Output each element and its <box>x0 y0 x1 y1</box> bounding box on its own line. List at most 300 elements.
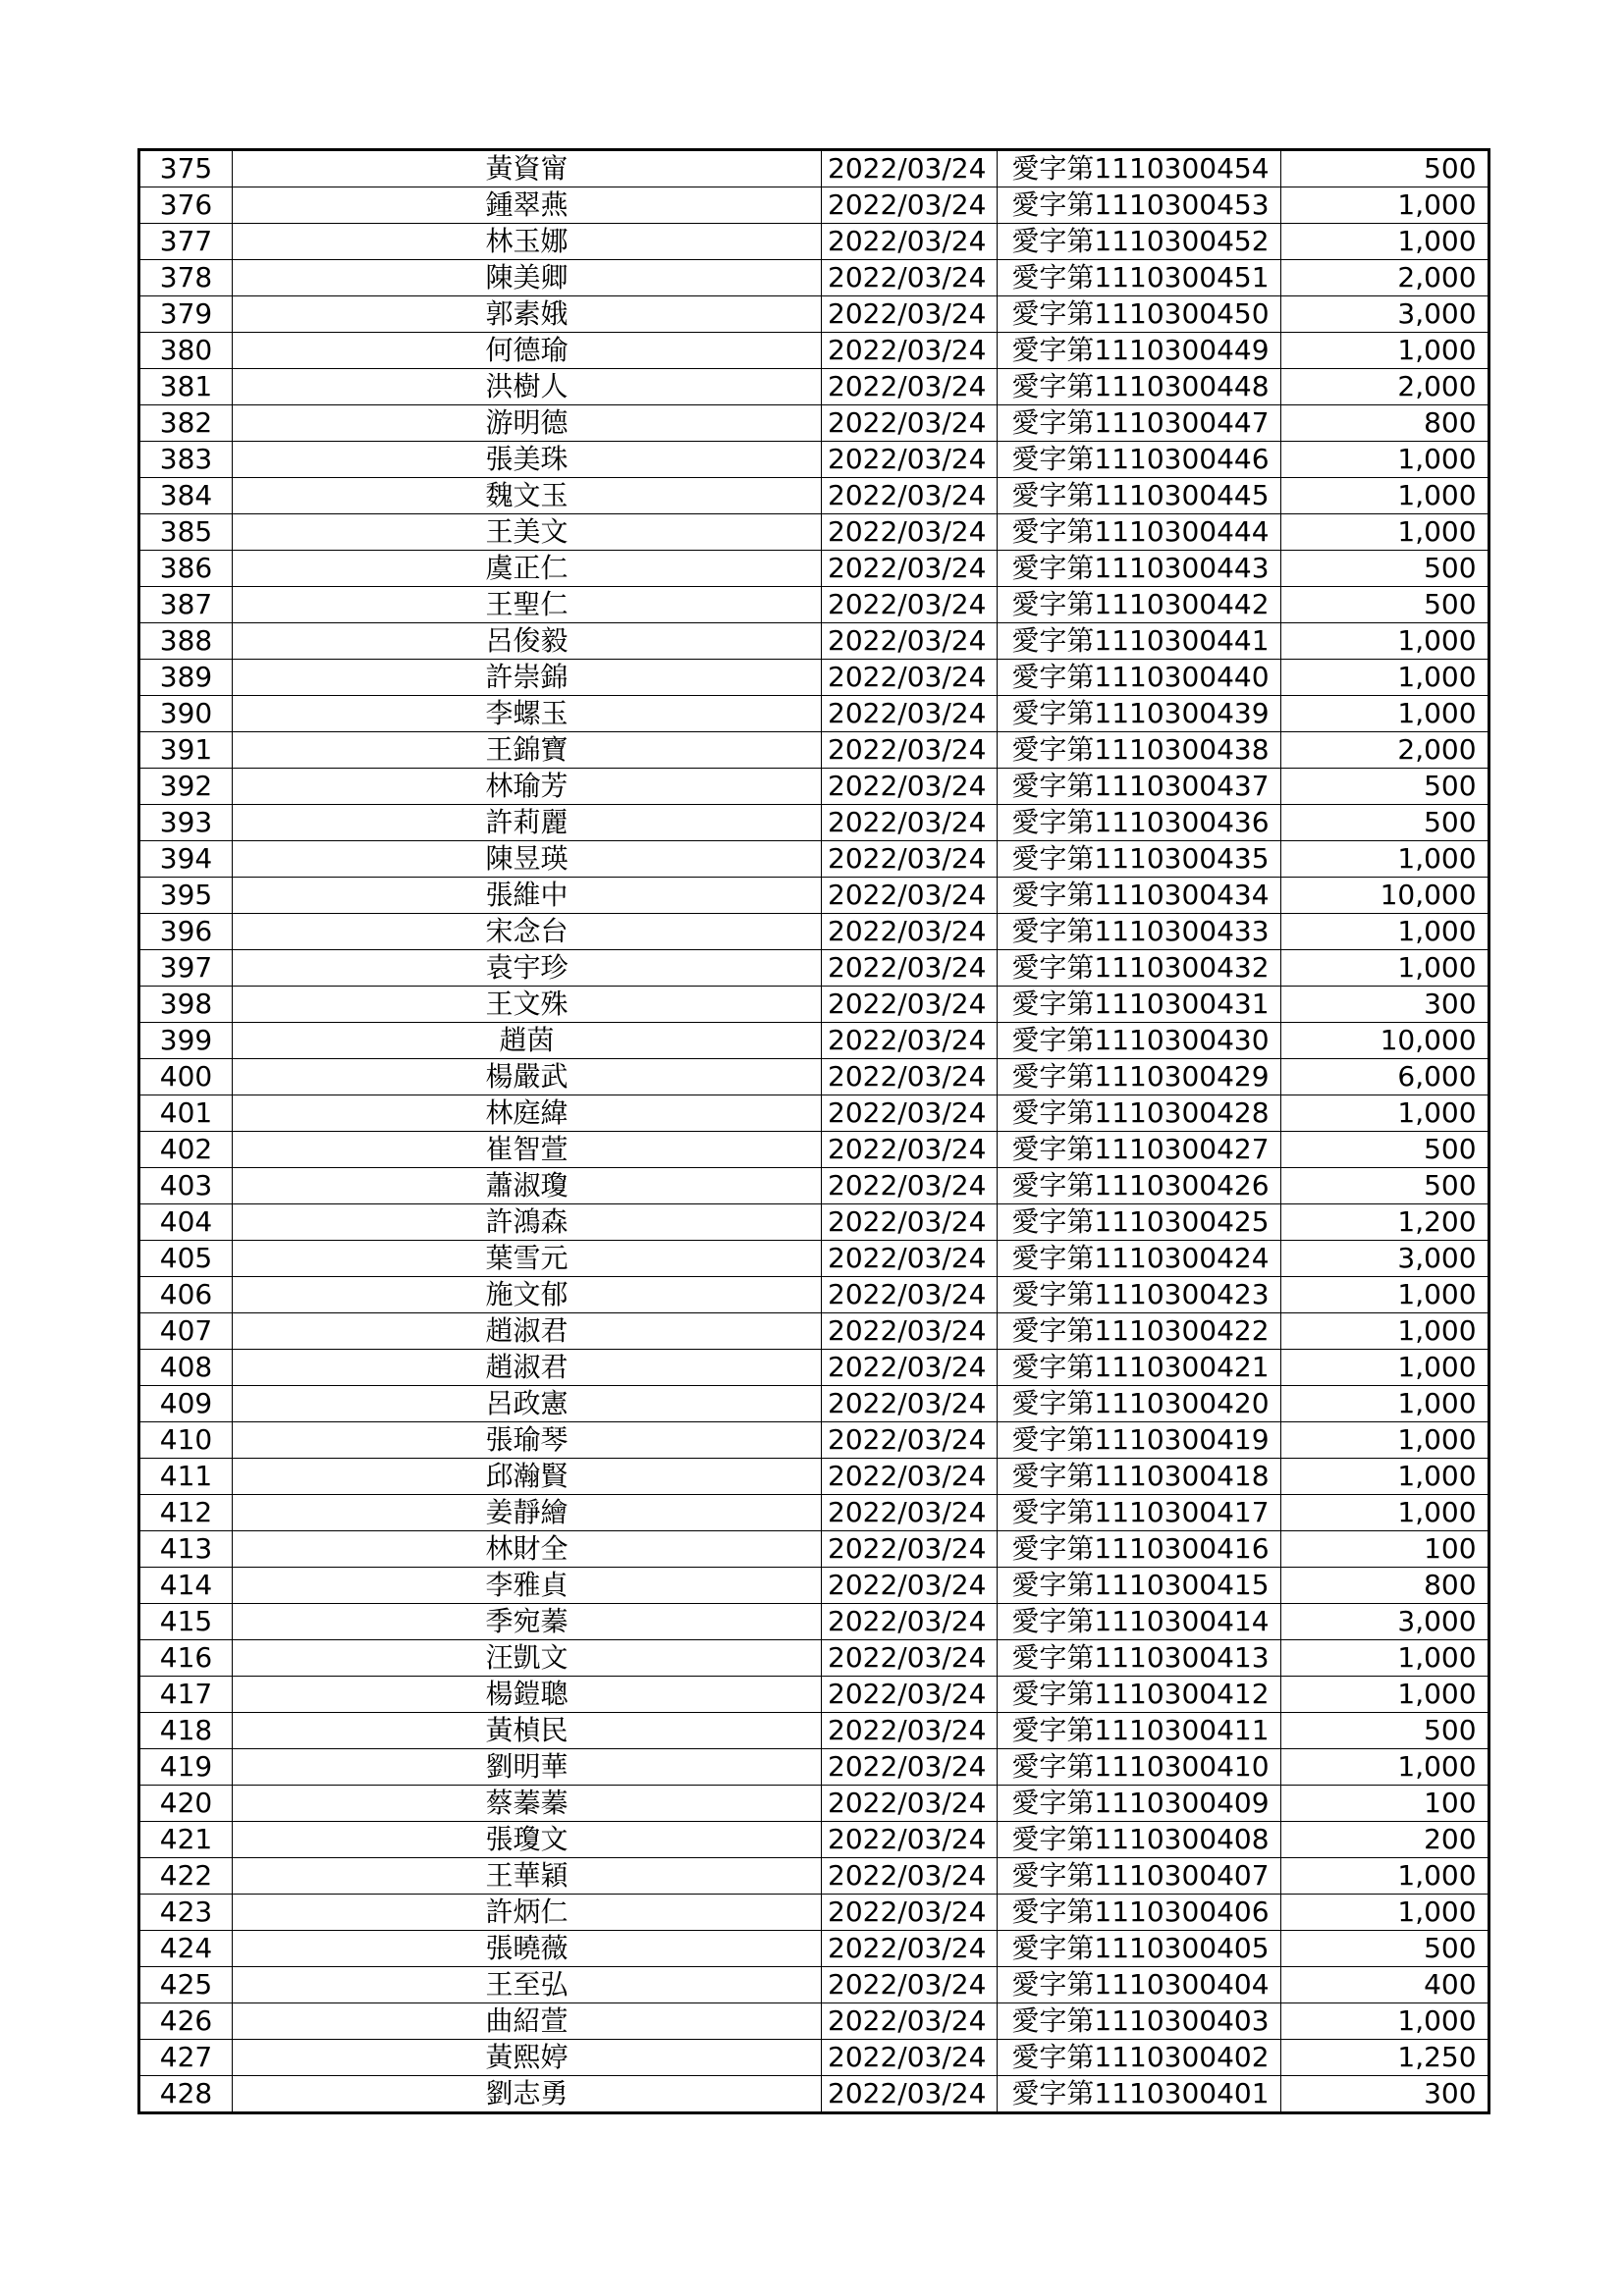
amount-cell: 400 <box>1280 1967 1489 2003</box>
amount-cell: 1,000 <box>1280 1386 1489 1422</box>
donor-name-cell: 郭素娥 <box>233 296 822 333</box>
amount-cell: 6,000 <box>1280 1059 1489 1095</box>
row-number-cell: 411 <box>139 1459 233 1495</box>
donation-date-cell: 2022/03/24 <box>822 769 998 805</box>
table-row <box>139 841 1489 878</box>
receipt-number-cell: 愛字第1110300438 <box>998 732 1280 769</box>
table-row <box>139 1749 1489 1786</box>
donor-name-cell: 林玉娜 <box>233 224 822 260</box>
donor-name-cell: 黃資甯 <box>233 150 822 187</box>
donation-date-cell: 2022/03/24 <box>822 1604 998 1640</box>
receipt-number-cell: 愛字第1110300451 <box>998 260 1280 296</box>
receipt-number-cell: 愛字第1110300439 <box>998 696 1280 732</box>
donation-date-cell: 2022/03/24 <box>822 333 998 369</box>
row-number-cell: 415 <box>139 1604 233 1640</box>
donor-name-cell: 魏文玉 <box>233 478 822 514</box>
amount-cell: 1,000 <box>1280 1858 1489 1895</box>
row-number-cell: 377 <box>139 224 233 260</box>
table-row <box>139 1204 1489 1241</box>
row-number-cell: 403 <box>139 1168 233 1204</box>
row-number-cell: 394 <box>139 841 233 878</box>
table-row <box>139 1459 1489 1495</box>
donation-date-cell: 2022/03/24 <box>822 150 998 187</box>
receipt-number-cell: 愛字第1110300437 <box>998 769 1280 805</box>
donation-date-cell: 2022/03/24 <box>822 1059 998 1095</box>
table-row <box>139 1713 1489 1749</box>
donation-date-cell: 2022/03/24 <box>822 1422 998 1459</box>
row-number-cell: 413 <box>139 1531 233 1568</box>
donation-date-cell: 2022/03/24 <box>822 1095 998 1132</box>
donor-name-cell: 洪樹人 <box>233 369 822 405</box>
donor-name-cell: 趙淑君 <box>233 1350 822 1386</box>
amount-cell: 500 <box>1280 805 1489 841</box>
amount-cell: 800 <box>1280 405 1489 442</box>
table-row <box>139 1350 1489 1386</box>
row-number-cell: 406 <box>139 1277 233 1313</box>
table-row <box>139 442 1489 478</box>
donation-date-cell: 2022/03/24 <box>822 2003 998 2040</box>
donor-name-cell: 張美珠 <box>233 442 822 478</box>
receipt-number-cell: 愛字第1110300417 <box>998 1495 1280 1531</box>
donor-name-cell: 王至弘 <box>233 1967 822 2003</box>
donation-date-cell: 2022/03/24 <box>822 1677 998 1713</box>
table-row <box>139 551 1489 587</box>
table-row <box>139 1241 1489 1277</box>
receipt-number-cell: 愛字第1110300413 <box>998 1640 1280 1677</box>
donation-date-cell: 2022/03/24 <box>822 1713 998 1749</box>
receipt-number-cell: 愛字第1110300414 <box>998 1604 1280 1640</box>
amount-cell: 1,000 <box>1280 442 1489 478</box>
row-number-cell: 426 <box>139 2003 233 2040</box>
row-number-cell: 386 <box>139 551 233 587</box>
donation-date-cell: 2022/03/24 <box>822 478 998 514</box>
row-number-cell: 400 <box>139 1059 233 1095</box>
row-number-cell: 404 <box>139 1204 233 1241</box>
table-row <box>139 296 1489 333</box>
row-number-cell: 417 <box>139 1677 233 1713</box>
receipt-number-cell: 愛字第1110300448 <box>998 369 1280 405</box>
table-row <box>139 514 1489 551</box>
receipt-number-cell: 愛字第1110300426 <box>998 1168 1280 1204</box>
receipt-number-cell: 愛字第1110300431 <box>998 987 1280 1023</box>
donor-name-cell: 李螺玉 <box>233 696 822 732</box>
donation-date-cell: 2022/03/24 <box>822 187 998 224</box>
donation-table-body <box>139 150 1489 2113</box>
row-number-cell: 425 <box>139 1967 233 2003</box>
table-row <box>139 914 1489 950</box>
table-row <box>139 2003 1489 2040</box>
receipt-number-cell: 愛字第1110300432 <box>998 950 1280 987</box>
donation-date-cell: 2022/03/24 <box>822 1277 998 1313</box>
donation-date-cell: 2022/03/24 <box>822 1495 998 1531</box>
receipt-number-cell: 愛字第1110300428 <box>998 1095 1280 1132</box>
donation-date-cell: 2022/03/24 <box>822 805 998 841</box>
amount-cell: 1,000 <box>1280 914 1489 950</box>
table-row <box>139 224 1489 260</box>
amount-cell: 100 <box>1280 1786 1489 1822</box>
receipt-number-cell: 愛字第1110300409 <box>998 1786 1280 1822</box>
table-row <box>139 732 1489 769</box>
table-row <box>139 1858 1489 1895</box>
donation-date-cell: 2022/03/24 <box>822 1822 998 1858</box>
table-row <box>139 1531 1489 1568</box>
amount-cell: 3,000 <box>1280 1604 1489 1640</box>
receipt-number-cell: 愛字第1110300446 <box>998 442 1280 478</box>
receipt-number-cell: 愛字第1110300424 <box>998 1241 1280 1277</box>
table-row <box>139 769 1489 805</box>
donor-name-cell: 王美文 <box>233 514 822 551</box>
table-row <box>139 369 1489 405</box>
receipt-number-cell: 愛字第1110300404 <box>998 1967 1280 2003</box>
donation-date-cell: 2022/03/24 <box>822 1132 998 1168</box>
donor-name-cell: 鍾翠燕 <box>233 187 822 224</box>
receipt-number-cell: 愛字第1110300422 <box>998 1313 1280 1350</box>
amount-cell: 1,000 <box>1280 1459 1489 1495</box>
row-number-cell: 375 <box>139 150 233 187</box>
donor-name-cell: 何德瑜 <box>233 333 822 369</box>
amount-cell: 500 <box>1280 769 1489 805</box>
row-number-cell: 405 <box>139 1241 233 1277</box>
receipt-number-cell: 愛字第1110300410 <box>998 1749 1280 1786</box>
amount-cell: 1,000 <box>1280 478 1489 514</box>
row-number-cell: 401 <box>139 1095 233 1132</box>
row-number-cell: 384 <box>139 478 233 514</box>
donation-date-cell: 2022/03/24 <box>822 1531 998 1568</box>
amount-cell: 1,000 <box>1280 514 1489 551</box>
donation-date-cell: 2022/03/24 <box>822 1168 998 1204</box>
donor-name-cell: 張維中 <box>233 878 822 914</box>
receipt-number-cell: 愛字第1110300408 <box>998 1822 1280 1858</box>
receipt-number-cell: 愛字第1110300411 <box>998 1713 1280 1749</box>
receipt-number-cell: 愛字第1110300423 <box>998 1277 1280 1313</box>
row-number-cell: 408 <box>139 1350 233 1386</box>
donation-date-cell: 2022/03/24 <box>822 987 998 1023</box>
row-number-cell: 419 <box>139 1749 233 1786</box>
amount-cell: 2,000 <box>1280 369 1489 405</box>
donor-name-cell: 汪凱文 <box>233 1640 822 1677</box>
donation-date-cell: 2022/03/24 <box>822 296 998 333</box>
table-row <box>139 987 1489 1023</box>
table-row <box>139 660 1489 696</box>
donation-date-cell: 2022/03/24 <box>822 260 998 296</box>
receipt-number-cell: 愛字第1110300436 <box>998 805 1280 841</box>
donation-date-cell: 2022/03/24 <box>822 950 998 987</box>
donation-date-cell: 2022/03/24 <box>822 224 998 260</box>
amount-cell: 1,000 <box>1280 2003 1489 2040</box>
row-number-cell: 409 <box>139 1386 233 1422</box>
donation-table <box>137 148 1490 2114</box>
donation-date-cell: 2022/03/24 <box>822 369 998 405</box>
table-row <box>139 150 1489 187</box>
amount-cell: 1,000 <box>1280 841 1489 878</box>
amount-cell: 1,000 <box>1280 1277 1489 1313</box>
donor-name-cell: 黃熙婷 <box>233 2040 822 2076</box>
donation-date-cell: 2022/03/24 <box>822 696 998 732</box>
receipt-number-cell: 愛字第1110300452 <box>998 224 1280 260</box>
table-row <box>139 1604 1489 1640</box>
row-number-cell: 388 <box>139 623 233 660</box>
donor-name-cell: 虞正仁 <box>233 551 822 587</box>
donation-date-cell: 2022/03/24 <box>822 623 998 660</box>
amount-cell: 1,000 <box>1280 623 1489 660</box>
row-number-cell: 412 <box>139 1495 233 1531</box>
receipt-number-cell: 愛字第1110300445 <box>998 478 1280 514</box>
row-number-cell: 380 <box>139 333 233 369</box>
receipt-number-cell: 愛字第1110300440 <box>998 660 1280 696</box>
amount-cell: 1,000 <box>1280 1495 1489 1531</box>
amount-cell: 1,000 <box>1280 1350 1489 1386</box>
donor-name-cell: 宋念台 <box>233 914 822 950</box>
row-number-cell: 398 <box>139 987 233 1023</box>
donation-date-cell: 2022/03/24 <box>822 1313 998 1350</box>
donation-date-cell: 2022/03/24 <box>822 514 998 551</box>
row-number-cell: 410 <box>139 1422 233 1459</box>
row-number-cell: 378 <box>139 260 233 296</box>
donor-name-cell: 許莉麗 <box>233 805 822 841</box>
row-number-cell: 379 <box>139 296 233 333</box>
table-row <box>139 2076 1489 2113</box>
row-number-cell: 420 <box>139 1786 233 1822</box>
donation-date-cell: 2022/03/24 <box>822 2076 998 2113</box>
row-number-cell: 383 <box>139 442 233 478</box>
amount-cell: 2,000 <box>1280 732 1489 769</box>
row-number-cell: 423 <box>139 1895 233 1931</box>
row-number-cell: 422 <box>139 1858 233 1895</box>
receipt-number-cell: 愛字第1110300421 <box>998 1350 1280 1386</box>
receipt-number-cell: 愛字第1110300429 <box>998 1059 1280 1095</box>
receipt-number-cell: 愛字第1110300434 <box>998 878 1280 914</box>
receipt-number-cell: 愛字第1110300415 <box>998 1568 1280 1604</box>
donor-name-cell: 張瓊文 <box>233 1822 822 1858</box>
amount-cell: 100 <box>1280 1531 1489 1568</box>
amount-cell: 1,000 <box>1280 696 1489 732</box>
amount-cell: 1,000 <box>1280 187 1489 224</box>
amount-cell: 2,000 <box>1280 260 1489 296</box>
row-number-cell: 390 <box>139 696 233 732</box>
receipt-number-cell: 愛字第1110300430 <box>998 1023 1280 1059</box>
donation-date-cell: 2022/03/24 <box>822 1241 998 1277</box>
donor-name-cell: 楊嚴武 <box>233 1059 822 1095</box>
row-number-cell: 395 <box>139 878 233 914</box>
row-number-cell: 424 <box>139 1931 233 1967</box>
donor-name-cell: 崔智萱 <box>233 1132 822 1168</box>
row-number-cell: 407 <box>139 1313 233 1350</box>
table-row <box>139 1895 1489 1931</box>
receipt-number-cell: 愛字第1110300405 <box>998 1931 1280 1967</box>
amount-cell: 500 <box>1280 1132 1489 1168</box>
receipt-number-cell: 愛字第1110300454 <box>998 150 1280 187</box>
donation-date-cell: 2022/03/24 <box>822 2040 998 2076</box>
receipt-number-cell: 愛字第1110300441 <box>998 623 1280 660</box>
donor-name-cell: 施文郁 <box>233 1277 822 1313</box>
donor-name-cell: 林瑜芳 <box>233 769 822 805</box>
donor-name-cell: 許炳仁 <box>233 1895 822 1931</box>
donation-date-cell: 2022/03/24 <box>822 1386 998 1422</box>
table-row <box>139 1386 1489 1422</box>
donor-name-cell: 呂俊毅 <box>233 623 822 660</box>
row-number-cell: 402 <box>139 1132 233 1168</box>
receipt-number-cell: 愛字第1110300450 <box>998 296 1280 333</box>
donation-date-cell: 2022/03/24 <box>822 1568 998 1604</box>
donation-date-cell: 2022/03/24 <box>822 878 998 914</box>
donor-name-cell: 張瑜琴 <box>233 1422 822 1459</box>
table-row <box>139 1677 1489 1713</box>
amount-cell: 1,000 <box>1280 1313 1489 1350</box>
row-number-cell: 428 <box>139 2076 233 2113</box>
row-number-cell: 381 <box>139 369 233 405</box>
amount-cell: 500 <box>1280 587 1489 623</box>
table-row <box>139 405 1489 442</box>
receipt-number-cell: 愛字第1110300420 <box>998 1386 1280 1422</box>
table-row <box>139 333 1489 369</box>
table-row <box>139 623 1489 660</box>
receipt-number-cell: 愛字第1110300447 <box>998 405 1280 442</box>
donation-date-cell: 2022/03/24 <box>822 1895 998 1931</box>
receipt-number-cell: 愛字第1110300418 <box>998 1459 1280 1495</box>
donor-name-cell: 陳昱瑛 <box>233 841 822 878</box>
table-row <box>139 1568 1489 1604</box>
donation-date-cell: 2022/03/24 <box>822 1204 998 1241</box>
donor-name-cell: 游明德 <box>233 405 822 442</box>
table-row <box>139 1168 1489 1204</box>
amount-cell: 500 <box>1280 551 1489 587</box>
table-row <box>139 1967 1489 2003</box>
donor-name-cell: 蔡蓁蓁 <box>233 1786 822 1822</box>
donor-name-cell: 林財全 <box>233 1531 822 1568</box>
donation-date-cell: 2022/03/24 <box>822 1640 998 1677</box>
receipt-number-cell: 愛字第1110300442 <box>998 587 1280 623</box>
amount-cell: 800 <box>1280 1568 1489 1604</box>
table-row <box>139 696 1489 732</box>
table-row <box>139 878 1489 914</box>
donation-date-cell: 2022/03/24 <box>822 1967 998 2003</box>
receipt-number-cell: 愛字第1110300406 <box>998 1895 1280 1931</box>
donation-date-cell: 2022/03/24 <box>822 914 998 950</box>
receipt-number-cell: 愛字第1110300443 <box>998 551 1280 587</box>
table-row <box>139 805 1489 841</box>
donation-date-cell: 2022/03/24 <box>822 732 998 769</box>
donation-date-cell: 2022/03/24 <box>822 1786 998 1822</box>
receipt-number-cell: 愛字第1110300433 <box>998 914 1280 950</box>
amount-cell: 500 <box>1280 1713 1489 1749</box>
table-row <box>139 478 1489 514</box>
donor-name-cell: 蕭淑瓊 <box>233 1168 822 1204</box>
donor-name-cell: 楊鎧聰 <box>233 1677 822 1713</box>
table-row <box>139 1095 1489 1132</box>
amount-cell: 1,000 <box>1280 950 1489 987</box>
table-row <box>139 1786 1489 1822</box>
table-row <box>139 1277 1489 1313</box>
receipt-number-cell: 愛字第1110300449 <box>998 333 1280 369</box>
table-row <box>139 187 1489 224</box>
table-row <box>139 260 1489 296</box>
donor-name-cell: 姜靜繪 <box>233 1495 822 1531</box>
donor-name-cell: 葉雪元 <box>233 1241 822 1277</box>
amount-cell: 500 <box>1280 150 1489 187</box>
amount-cell: 1,250 <box>1280 2040 1489 2076</box>
table-row <box>139 1931 1489 1967</box>
donor-name-cell: 劉志勇 <box>233 2076 822 2113</box>
row-number-cell: 396 <box>139 914 233 950</box>
amount-cell: 1,000 <box>1280 1677 1489 1713</box>
donation-date-cell: 2022/03/24 <box>822 660 998 696</box>
table-row <box>139 1132 1489 1168</box>
row-number-cell: 382 <box>139 405 233 442</box>
row-number-cell: 393 <box>139 805 233 841</box>
table-row <box>139 950 1489 987</box>
receipt-number-cell: 愛字第1110300402 <box>998 2040 1280 2076</box>
donation-date-cell: 2022/03/24 <box>822 1023 998 1059</box>
amount-cell: 10,000 <box>1280 1023 1489 1059</box>
amount-cell: 1,000 <box>1280 333 1489 369</box>
row-number-cell: 427 <box>139 2040 233 2076</box>
donor-name-cell: 呂政憲 <box>233 1386 822 1422</box>
donation-date-cell: 2022/03/24 <box>822 1858 998 1895</box>
row-number-cell: 387 <box>139 587 233 623</box>
donor-name-cell: 王聖仁 <box>233 587 822 623</box>
row-number-cell: 385 <box>139 514 233 551</box>
amount-cell: 1,000 <box>1280 1895 1489 1931</box>
amount-cell: 1,000 <box>1280 1422 1489 1459</box>
donor-name-cell: 陳美卿 <box>233 260 822 296</box>
amount-cell: 3,000 <box>1280 1241 1489 1277</box>
donor-name-cell: 黃楨民 <box>233 1713 822 1749</box>
donor-name-cell: 趙茵 <box>233 1023 822 1059</box>
amount-cell: 1,200 <box>1280 1204 1489 1241</box>
donation-date-cell: 2022/03/24 <box>822 1459 998 1495</box>
donation-date-cell: 2022/03/24 <box>822 841 998 878</box>
donor-name-cell: 王華穎 <box>233 1858 822 1895</box>
amount-cell: 1,000 <box>1280 1749 1489 1786</box>
donor-name-cell: 林庭緯 <box>233 1095 822 1132</box>
row-number-cell: 391 <box>139 732 233 769</box>
row-number-cell: 421 <box>139 1822 233 1858</box>
receipt-number-cell: 愛字第1110300453 <box>998 187 1280 224</box>
donor-name-cell: 張曉薇 <box>233 1931 822 1967</box>
table-row <box>139 1313 1489 1350</box>
amount-cell: 1,000 <box>1280 660 1489 696</box>
donor-name-cell: 曲紹萱 <box>233 2003 822 2040</box>
donor-name-cell: 袁宇珍 <box>233 950 822 987</box>
donor-name-cell: 王文殊 <box>233 987 822 1023</box>
donation-date-cell: 2022/03/24 <box>822 1749 998 1786</box>
table-row <box>139 1059 1489 1095</box>
row-number-cell: 418 <box>139 1713 233 1749</box>
donation-date-cell: 2022/03/24 <box>822 551 998 587</box>
row-number-cell: 416 <box>139 1640 233 1677</box>
amount-cell: 1,000 <box>1280 224 1489 260</box>
receipt-number-cell: 愛字第1110300412 <box>998 1677 1280 1713</box>
receipt-number-cell: 愛字第1110300407 <box>998 1858 1280 1895</box>
table-row <box>139 587 1489 623</box>
donation-date-cell: 2022/03/24 <box>822 442 998 478</box>
table-row <box>139 1495 1489 1531</box>
donation-date-cell: 2022/03/24 <box>822 1931 998 1967</box>
row-number-cell: 392 <box>139 769 233 805</box>
donor-name-cell: 趙淑君 <box>233 1313 822 1350</box>
donor-name-cell: 劉明華 <box>233 1749 822 1786</box>
table-row <box>139 2040 1489 2076</box>
amount-cell: 1,000 <box>1280 1640 1489 1677</box>
donation-date-cell: 2022/03/24 <box>822 587 998 623</box>
amount-cell: 500 <box>1280 1168 1489 1204</box>
amount-cell: 500 <box>1280 1931 1489 1967</box>
receipt-number-cell: 愛字第1110300427 <box>998 1132 1280 1168</box>
amount-cell: 200 <box>1280 1822 1489 1858</box>
donor-name-cell: 王錦寶 <box>233 732 822 769</box>
receipt-number-cell: 愛字第1110300419 <box>998 1422 1280 1459</box>
receipt-number-cell: 愛字第1110300435 <box>998 841 1280 878</box>
